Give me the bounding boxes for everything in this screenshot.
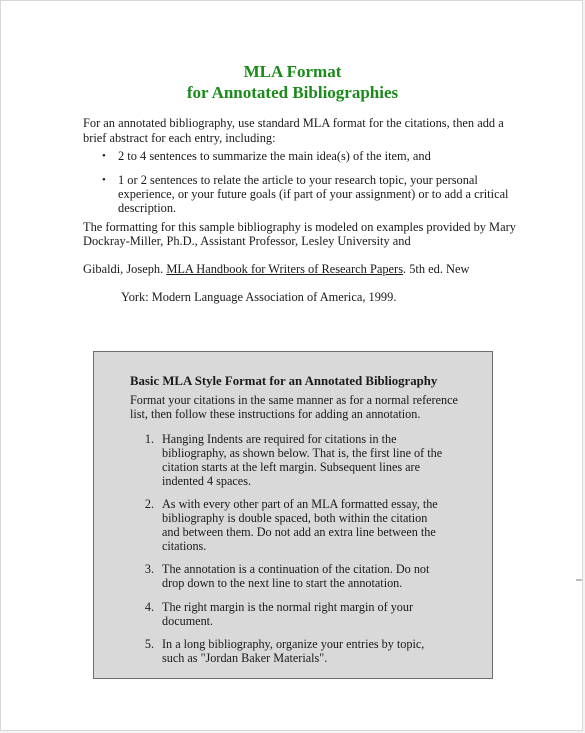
- bullet-text: 2 to 4 sentences to summarize the main idea(s) of the item, and: [118, 149, 431, 163]
- formatting-note-line-2: Dockray-Miller, Ph.D., Assistant Professor, Lesley University and: [83, 234, 411, 248]
- citation-author: Gibaldi, Joseph.: [83, 262, 164, 276]
- list-item-text: As with every other part of an MLA formatted essay, the: [162, 497, 438, 511]
- intro-line-2: brief abstract for each entry, including:: [83, 131, 276, 145]
- list-item-number: 2.: [144, 497, 154, 511]
- box-intro-line-1: Format your citations in the same manner as for a normal reference: [130, 393, 458, 407]
- list-item-text: citations.: [162, 539, 207, 553]
- bullet-text: experience, or your future goals (if part of your assignment) or to add a critical: [118, 187, 509, 201]
- citation-edition: . 5th ed. New: [403, 262, 470, 276]
- list-item-number: 1.: [144, 432, 154, 446]
- list-item-text: document.: [162, 614, 214, 628]
- instruction-box: [93, 351, 493, 679]
- list-item-text: Hanging Indents are required for citations in the: [162, 432, 397, 446]
- list-item-text: bibliography is double spaced, both within the citation: [162, 511, 428, 525]
- list-item-text: In a long bibliography, organize your entries by topic,: [162, 637, 425, 651]
- citation-line-2: York: Modern Language Association of America, 1999.: [121, 290, 397, 304]
- bullet-text: 1 or 2 sentences to relate the article to your research topic, your personal: [118, 173, 478, 187]
- list-item-number: 4.: [144, 600, 154, 614]
- scrollbar-marker: [576, 579, 582, 581]
- bullet-marker: •: [102, 174, 106, 186]
- page-title: MLA Format: [243, 62, 342, 81]
- bullet-text: description.: [118, 201, 177, 215]
- list-item-text: citation starts at the left margin. Subsequent lines are: [162, 460, 421, 474]
- list-item-text: such as "Jordan Baker Materials".: [162, 651, 328, 665]
- list-item-text: indented 4 spaces.: [162, 474, 252, 488]
- intro-line-1: For an annotated bibliography, use standard MLA format for the citations, then add a: [83, 116, 504, 130]
- list-item-text: The right margin is the normal right margin of your: [162, 600, 414, 614]
- page-subtitle: for Annotated Bibliographies: [186, 83, 399, 102]
- box-title: Basic MLA Style Format for an Annotated Bibliography: [130, 374, 438, 388]
- list-item-text: drop down to the next line to start the annotation.: [162, 576, 403, 590]
- list-item-number: 5.: [144, 637, 154, 651]
- list-item-text: The annotation is a continuation of the citation. Do not: [162, 562, 430, 576]
- citation-line-1: [83, 262, 469, 277]
- box-intro-line-2: list, then follow these instructions for adding an annotation.: [130, 407, 421, 421]
- list-item-number: 3.: [144, 562, 154, 576]
- list-item-text: and between them. Do not add an extra line between the: [162, 525, 436, 539]
- list-item-text: bibliography, as shown below. That is, the first line of the: [162, 446, 443, 460]
- formatting-note-line-1: The formatting for this sample bibliography is modeled on examples provided by Mary: [83, 220, 516, 234]
- bullet-marker: •: [102, 150, 106, 162]
- citation-book-title: MLA Handbook for Writers of Research Papers: [166, 262, 404, 276]
